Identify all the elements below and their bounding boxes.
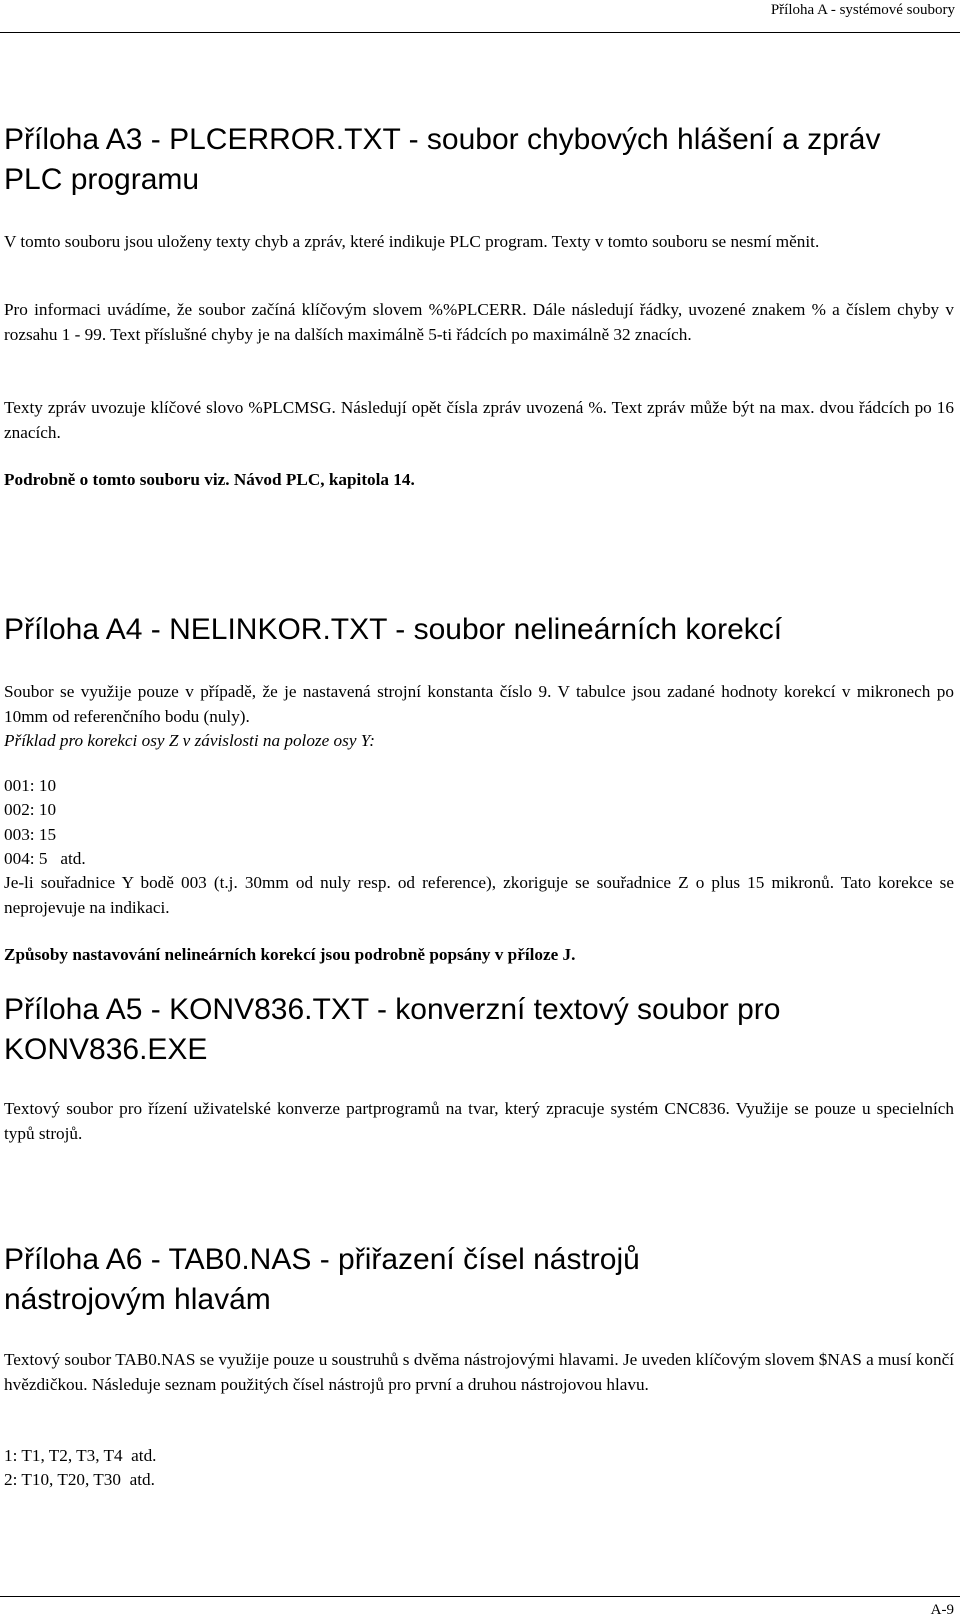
- section-a4-example-label: Příklad pro korekci osy Z v závislosti na poloze osy Y:: [4, 731, 375, 750]
- example-line: 004: 5 atd.: [4, 848, 86, 868]
- section-a3-paragraph-2: Pro informaci uvádíme, že soubor začíná klíčovým slovem %%PLCERR. Dále následují řádky, uvozené znakem % a číslem chyby v rozsahu 1 - 99. Text příslušné chyby je na dalších maximálně 5-ti řádcích po maximálně 32 znacích.: [4, 300, 954, 344]
- section-a6-title: Příloha A6 - TAB0.NAS - přiřazení čísel nástrojů nástrojovým hlavám: [4, 1243, 640, 1316]
- section-a3-paragraph-1: V tomto souboru jsou uloženy texty chyb a zpráv, které indikuje PLC program. Texty v tomto souboru se nesmí měnit.: [4, 232, 820, 251]
- section-a4-reference: Způsoby nastavování nelineárních korekcí jsou podrobně popsány v příloze J.: [4, 945, 576, 964]
- example-line: 003: 15: [4, 824, 57, 844]
- page-number: A-9: [930, 1602, 954, 1618]
- tool-head-line: 2: T10, T20, T30 atd.: [4, 1470, 155, 1490]
- tool-head-line: 1: T1, T2, T3, T4 atd.: [4, 1446, 157, 1465]
- example-line: 001: 10: [4, 776, 57, 795]
- section-a6-paragraph-1: Textový soubor TAB0.NAS se využije pouze u soustruhů s dvěma nástrojovými hlavami. Je uveden klíčovým slovem $NAS a musí končí hvězdičkou. Následuje seznam použitých čísel nástrojů pro první a druhou nástrojovou hlavu.: [4, 1350, 954, 1394]
- section-a4-title: Příloha A4 - NELINKOR.TXT - soubor nelineárních korekcí: [4, 613, 783, 646]
- footer-rule: [0, 1596, 960, 1597]
- section-a6-tool-list: [4, 1444, 954, 1493]
- section-a3-title: Příloha A3 - PLCERROR.TXT - soubor chybových hlášení a zpráv PLC programu: [4, 123, 881, 196]
- section-a4-paragraph-2: Je-li souřadnice Y bodě 003 (t.j. 30mm od nuly resp. od reference), zkoriguje se souřadnice Z o plus 15 mikronů. Tato korekce se neprojevuje na indikaci.: [4, 873, 954, 917]
- example-line: 002: 10: [4, 800, 57, 820]
- header-rule: [0, 32, 960, 33]
- section-a5-title: Příloha A5 - KONV836.TXT - konverzní textový soubor pro KONV836.EXE: [4, 993, 781, 1066]
- section-a4-paragraph-1: Soubor se využije pouze v případě, že je nastavená strojní konstanta číslo 9. V tabulce jsou zadané hodnoty korekcí v mikronech po 10mm od referenčního bodu (nuly).: [4, 682, 954, 726]
- section-a4-example-list: [4, 774, 954, 871]
- running-header: Příloha A - systémové soubory: [770, 2, 955, 18]
- section-a3-reference: Podrobně o tomto souboru viz. Návod PLC, kapitola 14.: [4, 470, 415, 489]
- section-a3-paragraph-3: Texty zpráv uvozuje klíčové slovo %PLCMSG. Následují opět čísla zpráv uvozená %. Text zpráv může být na max. dvou řádcích po 16 znacích.: [4, 398, 954, 442]
- section-a5-paragraph-1: Textový soubor pro řízení uživatelské konverze partprogramů na tvar, který zpracuje systém CNC836. Využije se pouze u specielních typů strojů.: [4, 1099, 954, 1143]
